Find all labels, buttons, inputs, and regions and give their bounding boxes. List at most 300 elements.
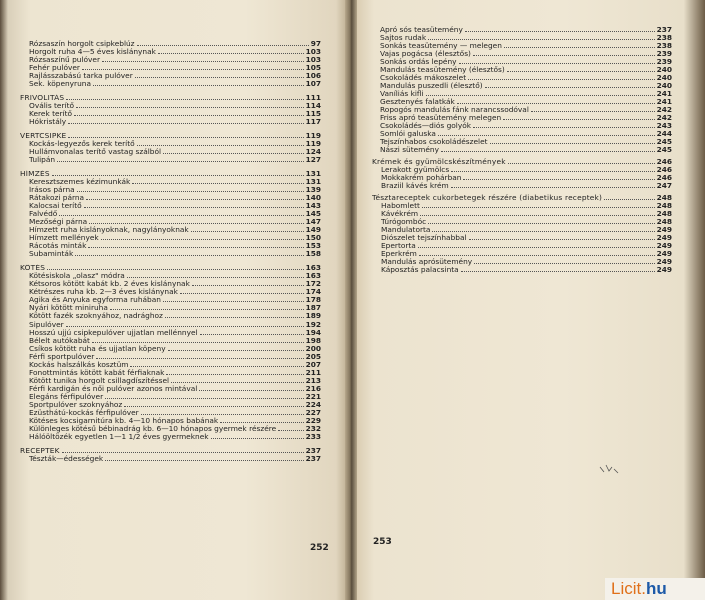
toc-entry <box>372 26 672 34</box>
toc-dot-leader <box>441 151 655 152</box>
toc-entry-page: 178 <box>305 296 321 305</box>
toc-entry-title: Falvédő <box>29 210 58 219</box>
toc-entry-title: Hullámvonalas terítő vastag szálból <box>29 148 162 157</box>
toc-dot-leader <box>105 460 303 461</box>
toc-entry-title: FRIVOLITÁS <box>20 94 65 103</box>
toc-entry <box>20 353 321 361</box>
toc-dot-leader <box>508 163 655 164</box>
toc-dot-leader <box>82 69 304 70</box>
toc-entry <box>20 226 321 234</box>
toc-entry-title: Különleges kötésű bébinadrág kb. 6—10 hónapos gyermek részére <box>29 424 277 433</box>
toc-entry-page: 248 <box>656 218 672 227</box>
toc-entry <box>20 234 321 242</box>
toc-entry-title: Hímzett ruha kislányoknak, nagylányoknak <box>29 226 189 235</box>
toc-entry-page: 240 <box>656 82 672 91</box>
toc-entry-page: 237 <box>305 454 321 463</box>
toc-entry <box>20 288 321 296</box>
toc-dot-leader <box>451 171 654 172</box>
toc-entry-page: 213 <box>305 376 321 385</box>
toc-entry-page: 246 <box>656 166 672 175</box>
toc-entry <box>372 226 672 234</box>
right-page-number: 253 <box>373 537 392 547</box>
toc-entry <box>372 182 672 190</box>
toc-section-heading <box>20 264 321 272</box>
toc-entry-title: Ezüsthátú-kockás férfipulóver <box>29 408 139 417</box>
toc-entry <box>372 266 672 274</box>
toc-entry-page: 119 <box>305 132 321 141</box>
toc-entry-page: 107 <box>305 80 321 89</box>
toc-entry <box>20 455 321 463</box>
toc-dot-leader <box>86 199 303 200</box>
toc-entry-page: 145 <box>305 210 321 219</box>
toc-entry-page: 239 <box>656 58 672 67</box>
toc-dot-leader <box>163 301 304 302</box>
toc-entry <box>20 80 321 88</box>
toc-entry-page: 194 <box>305 328 321 337</box>
toc-dot-leader <box>59 215 303 216</box>
toc-dot-leader <box>422 207 655 208</box>
toc-entry-title: Rózsaszín horgolt csipkeblúz <box>29 40 135 48</box>
toc-entry-title: Tészták—édességek <box>29 454 104 463</box>
toc-entry <box>372 58 672 66</box>
toc-entry-title: Lerakott gyümölcs <box>381 166 450 175</box>
toc-dot-leader <box>93 85 304 86</box>
toc-entry <box>372 34 672 42</box>
right-table-of-contents <box>372 26 672 274</box>
toc-dot-leader <box>135 77 304 78</box>
toc-entry-title: Bélelt autókabát <box>29 336 90 345</box>
toc-entry-page: 103 <box>305 48 321 57</box>
toc-section-heading <box>20 447 321 455</box>
toc-dot-leader <box>130 366 303 367</box>
toc-entry-page: 249 <box>656 250 672 259</box>
toc-dot-leader <box>180 293 304 294</box>
toc-dot-leader <box>127 277 304 278</box>
toc-dot-leader <box>199 390 303 391</box>
toc-entry-title: Hálóöltözék egyetlen 1—1 1/2 éves gyermeknek <box>29 432 209 441</box>
toc-entry <box>372 174 672 182</box>
toc-entry-page: 248 <box>656 202 672 211</box>
toc-dot-leader <box>473 127 655 128</box>
toc-entry-page: 242 <box>656 114 672 123</box>
toc-dot-leader <box>419 255 655 256</box>
toc-entry <box>20 72 321 80</box>
toc-entry-page: 211 <box>305 368 321 377</box>
toc-entry-page: 163 <box>305 272 321 281</box>
toc-entry-title: Keresztszemes kézimunkák <box>29 178 131 187</box>
toc-entry <box>372 166 672 174</box>
toc-dot-leader <box>62 452 304 453</box>
toc-entry-page: 241 <box>656 90 672 99</box>
toc-entry <box>20 280 321 288</box>
toc-entry <box>20 393 321 401</box>
toc-entry-page: 111 <box>305 94 321 103</box>
toc-entry-page: 248 <box>656 194 672 203</box>
toc-entry-title: Epertorta <box>381 242 416 251</box>
toc-entry-title: Rajlásszabású tarka pulóver <box>29 72 133 81</box>
toc-entry-page: 153 <box>305 242 321 251</box>
toc-dot-leader <box>418 247 655 248</box>
toc-entry-title: Kötésiskola „olasz" módra <box>29 272 125 281</box>
toc-entry <box>372 122 672 130</box>
toc-entry-page: 233 <box>305 432 321 441</box>
toc-entry <box>20 337 321 345</box>
toc-entry <box>372 98 672 106</box>
toc-entry-title: Kötéses kocsigarnitúra kb. 4—10 hónapos babának <box>29 416 219 425</box>
toc-entry <box>20 56 321 64</box>
toc-dot-leader <box>432 231 654 232</box>
toc-dot-leader <box>74 115 304 116</box>
toc-entry-title: Túrógombóc <box>381 218 427 227</box>
toc-entry <box>20 296 321 304</box>
toc-entry-title: HÍMZÉS <box>20 170 50 179</box>
toc-entry <box>20 242 321 250</box>
toc-entry-page: 246 <box>656 174 672 183</box>
toc-dot-leader <box>463 179 654 180</box>
toc-dot-leader <box>278 430 303 431</box>
toc-entry <box>372 42 672 50</box>
toc-dot-leader <box>76 107 304 108</box>
toc-entry-title: Somlói galuska <box>380 130 436 139</box>
toc-entry-page: 143 <box>305 202 321 211</box>
toc-entry <box>20 417 321 425</box>
toc-entry-page: 105 <box>305 64 321 73</box>
toc-entry-title: Kalocsai terítő <box>29 202 82 211</box>
toc-dot-leader <box>457 103 655 104</box>
toc-dot-leader <box>461 271 655 272</box>
toc-entry <box>372 50 672 58</box>
toc-entry-page: 240 <box>656 74 672 83</box>
toc-entry <box>20 110 321 118</box>
toc-entry-page: 243 <box>656 122 672 131</box>
toc-dot-leader <box>102 61 304 62</box>
toc-entry <box>372 218 672 226</box>
toc-entry-page: 131 <box>305 170 321 179</box>
toc-entry <box>372 66 672 74</box>
toc-entry-title: Vajas pogácsa (élesztős) <box>380 50 471 59</box>
toc-dot-leader <box>451 187 655 188</box>
toc-entry-title: Sajtos rudak <box>380 34 427 43</box>
toc-entry-page: 242 <box>656 106 672 115</box>
toc-entry-page: 221 <box>305 392 321 401</box>
toc-dot-leader <box>124 406 303 407</box>
toc-entry-page: 246 <box>656 158 672 167</box>
toc-entry-page: 150 <box>305 234 321 243</box>
toc-entry-page: 238 <box>656 42 672 51</box>
toc-entry <box>372 106 672 114</box>
toc-entry-page: 240 <box>656 66 672 75</box>
toc-entry <box>20 218 321 226</box>
toc-entry-title: Sek. köpenyruna <box>29 80 91 89</box>
toc-entry-page: 172 <box>305 280 321 289</box>
toc-dot-leader <box>68 137 303 138</box>
toc-entry <box>20 250 321 258</box>
toc-entry <box>372 130 672 138</box>
toc-entry-page: 249 <box>656 226 672 235</box>
toc-section-heading <box>372 194 672 202</box>
toc-entry <box>372 202 672 210</box>
toc-entry-title: KÖTÉS <box>20 264 46 273</box>
toc-entry-page: 97 <box>310 40 321 48</box>
toc-entry <box>372 242 672 250</box>
toc-entry-title: VERTCSIPKE <box>20 132 67 141</box>
toc-entry-title: Rácotás minták <box>29 242 87 251</box>
toc-entry-title: Kétsoros kötött kabát kb. 2 éves kislánynak <box>29 280 190 289</box>
toc-entry-title: Kockás-legyezős kerek terítő <box>29 140 135 149</box>
toc-dot-leader <box>88 247 303 248</box>
toc-dot-leader <box>110 309 304 310</box>
watermark-text-part1: Licit. <box>611 579 646 598</box>
toc-entry <box>372 234 672 242</box>
toc-section-heading <box>20 132 321 140</box>
toc-entry <box>20 361 321 369</box>
toc-entry-page: 158 <box>305 250 321 259</box>
toc-entry-title: Csokoládés—diós golyók <box>380 122 472 131</box>
toc-entry-title: Kötött fazék szoknyához, nadrághoz <box>29 312 163 321</box>
toc-entry-title: Sipulóver <box>29 320 64 329</box>
toc-entry-page: 103 <box>305 56 321 65</box>
toc-dot-leader <box>428 39 654 40</box>
toc-entry-title: Mandulás aprósütemény <box>381 258 473 267</box>
toc-entry <box>20 40 321 48</box>
toc-entry-page: 237 <box>656 26 672 34</box>
pencil-mark-icon <box>598 463 620 475</box>
toc-entry <box>372 74 672 82</box>
toc-entry-page: 140 <box>305 194 321 203</box>
toc-entry-title: Férfi kardigán és női pulóver azonos mintával <box>29 384 198 393</box>
toc-dot-leader <box>132 183 303 184</box>
toc-entry-page: 117 <box>305 118 321 127</box>
toc-entry <box>20 312 321 320</box>
toc-entry-page: 232 <box>305 424 321 433</box>
toc-entry-title: Kockás halszálkás kosztüm <box>29 360 129 369</box>
toc-dot-leader <box>469 239 655 240</box>
toc-entry <box>20 385 321 393</box>
toc-entry-page: 115 <box>305 110 321 119</box>
toc-entry-title: RECEPTEK <box>20 446 60 455</box>
toc-entry <box>20 102 321 110</box>
toc-entry-title: Csokoládés mákoszelet <box>380 74 467 83</box>
toc-entry-page: 106 <box>305 72 321 81</box>
toc-entry-title: Ovális terítő <box>29 102 74 111</box>
toc-entry-page: 187 <box>305 304 321 313</box>
toc-dot-leader <box>77 191 304 192</box>
toc-entry <box>372 250 672 258</box>
toc-entry-page: 131 <box>305 178 321 187</box>
toc-dot-leader <box>158 53 304 54</box>
toc-entry-title: Fonottmintás kötött kabát férfiaknak <box>29 368 165 377</box>
toc-dot-leader <box>438 135 655 136</box>
toc-entry-title: Rózsaszínű pulóver <box>29 56 100 65</box>
toc-entry-page: 139 <box>305 186 321 195</box>
toc-entry-title: Nászi sütemény <box>380 146 439 155</box>
toc-entry-title: Csíkos kötött ruha és ujjatlan köpeny <box>29 344 166 353</box>
toc-dot-leader <box>89 223 303 224</box>
toc-entry <box>372 90 672 98</box>
toc-entry <box>20 64 321 72</box>
toc-section-heading <box>20 94 321 102</box>
toc-entry-page: 239 <box>656 50 672 59</box>
watermark-badge[interactable] <box>605 578 705 600</box>
toc-entry-page: 127 <box>305 156 321 165</box>
toc-entry-title: Hókristály <box>29 118 67 127</box>
toc-entry-title: Mandulatorta <box>381 226 431 235</box>
left-table-of-contents <box>20 40 321 463</box>
toc-entry-page: 227 <box>305 408 321 417</box>
toc-entry-title: Krémek és gyümölcskészítmények <box>372 158 506 167</box>
toc-entry-page: 245 <box>656 146 672 155</box>
toc-dot-leader <box>504 47 655 48</box>
toc-entry-title: Mokkakrém pohárban <box>381 174 462 183</box>
toc-entry <box>372 146 672 154</box>
toc-entry-title: Mezőségi párna <box>29 218 88 227</box>
toc-entry <box>20 321 321 329</box>
toc-entry-page: 244 <box>656 130 672 139</box>
toc-dot-leader <box>84 207 304 208</box>
toc-entry <box>20 178 321 186</box>
toc-entry-page: 237 <box>305 446 321 455</box>
toc-dot-leader <box>191 231 304 232</box>
toc-entry-title: Káposztás palacsinta <box>381 266 459 275</box>
toc-entry-page: 149 <box>305 226 321 235</box>
toc-entry <box>20 377 321 385</box>
toc-entry-page: 207 <box>305 360 321 369</box>
toc-entry-title: Kötött tunika horgolt csillagdíszítéssel <box>29 376 170 385</box>
toc-dot-leader <box>75 255 303 256</box>
toc-entry-title: Tésztareceptek cukorbetegek részére (diabetikus receptek) <box>372 194 603 203</box>
toc-entry-page: 249 <box>656 242 672 251</box>
toc-entry-title: Rátakozi párna <box>29 194 85 203</box>
toc-dot-leader <box>101 239 304 240</box>
toc-dot-leader <box>426 95 655 96</box>
toc-dot-leader <box>137 45 309 46</box>
toc-entry-page: 245 <box>656 138 672 147</box>
toc-entry-title: Sonkás ordás lepény <box>380 58 457 67</box>
toc-entry <box>372 138 672 146</box>
toc-dot-leader <box>507 71 655 72</box>
toc-entry <box>20 202 321 210</box>
toc-dot-leader <box>473 55 655 56</box>
toc-dot-leader <box>192 285 304 286</box>
toc-entry-title: Elegáns férfipulóver <box>29 392 104 401</box>
toc-entry-page: 124 <box>305 148 321 157</box>
watermark-text-part2: hu <box>645 579 667 598</box>
toc-entry-title: Férfi sportpulóver <box>29 352 95 361</box>
toc-dot-leader <box>200 334 304 335</box>
toc-entry-page: 224 <box>305 400 321 409</box>
toc-entry-title: Fehér pulóver <box>29 64 80 73</box>
toc-dot-leader <box>220 422 303 423</box>
toc-entry <box>372 114 672 122</box>
toc-entry <box>20 210 321 218</box>
toc-entry-title: Hímzett mellények <box>29 234 99 243</box>
toc-dot-leader <box>420 215 654 216</box>
toc-dot-leader <box>459 63 655 64</box>
toc-dot-leader <box>141 414 304 415</box>
toc-section-heading <box>372 158 672 166</box>
toc-dot-leader <box>47 269 303 270</box>
toc-entry-page: 216 <box>305 384 321 393</box>
toc-dot-leader <box>503 119 654 120</box>
toc-entry-title: Sonkás teasütemény — melegen <box>380 42 502 51</box>
left-page-number: 252 <box>310 543 329 553</box>
toc-entry-title: Nyári kötött miniruha <box>29 304 108 313</box>
toc-dot-leader <box>165 317 304 318</box>
toc-entry <box>372 258 672 266</box>
toc-dot-leader <box>168 350 304 351</box>
toc-entry-page: 114 <box>305 102 321 111</box>
toc-entry <box>20 194 321 202</box>
toc-entry <box>20 369 321 377</box>
toc-entry <box>20 186 321 194</box>
toc-entry-title: Tulipán <box>29 156 56 165</box>
toc-entry-title: Agika és Anyuka egyforma ruhában <box>29 296 161 305</box>
toc-entry-title: Tejszínhabos csokoládészelet <box>380 138 488 147</box>
toc-entry-page: 198 <box>305 336 321 345</box>
toc-entry <box>20 304 321 312</box>
toc-dot-leader <box>490 143 655 144</box>
toc-entry-title: Horgolt ruha 4—5 éves kislánynak <box>29 48 156 57</box>
toc-dot-leader <box>604 199 654 200</box>
toc-entry-page: 247 <box>656 182 672 191</box>
toc-entry <box>372 210 672 218</box>
toc-entry-page: 241 <box>656 98 672 107</box>
toc-dot-leader <box>68 123 303 124</box>
toc-dot-leader <box>465 31 655 32</box>
toc-entry-title: Írásos párna <box>29 186 75 195</box>
toc-entry <box>20 148 321 156</box>
toc-entry <box>20 118 321 126</box>
toc-dot-leader <box>96 358 303 359</box>
toc-dot-leader <box>163 153 303 154</box>
toc-entry-page: 189 <box>305 312 321 321</box>
toc-entry-page: 163 <box>305 264 321 273</box>
toc-dot-leader <box>137 145 304 146</box>
toc-section-heading <box>20 170 321 178</box>
toc-entry-page: 174 <box>305 288 321 297</box>
toc-entry-page: 192 <box>305 320 321 329</box>
toc-entry-title: Kávékrém <box>381 210 419 219</box>
toc-entry-page: 119 <box>305 140 321 149</box>
toc-entry-page: 249 <box>656 258 672 267</box>
toc-entry-title: Mandulás puszedli (élesztő) <box>380 82 483 91</box>
toc-entry-page: 200 <box>305 344 321 353</box>
toc-entry-title: Sportpulóver szoknyához <box>29 400 123 409</box>
toc-dot-leader <box>171 382 303 383</box>
toc-entry <box>20 48 321 56</box>
toc-entry-page: 249 <box>656 234 672 243</box>
toc-entry-page: 238 <box>656 34 672 43</box>
toc-entry-title: Hosszú ujjú csipkepulóver ujjatlan mellénnyel <box>29 328 198 337</box>
toc-entry-page: 147 <box>305 218 321 227</box>
toc-entry <box>20 329 321 337</box>
toc-entry <box>20 156 321 164</box>
toc-entry-page: 229 <box>305 416 321 425</box>
toc-entry-title: Gesztenyés falatkák <box>380 98 455 107</box>
toc-entry <box>20 401 321 409</box>
toc-entry-title: Friss apró teasütemény melegen <box>380 114 502 123</box>
toc-dot-leader <box>211 438 304 439</box>
toc-dot-leader <box>92 342 304 343</box>
toc-entry-title: Eperkrém <box>381 250 417 259</box>
toc-entry-title: Diószelet tejszínhabbal <box>381 234 467 243</box>
toc-entry-title: Vaníliás kifli <box>380 90 424 99</box>
toc-dot-leader <box>105 398 303 399</box>
toc-entry-title: Apró sós teasütemény <box>380 26 463 34</box>
toc-entry <box>20 140 321 148</box>
toc-entry-page: 205 <box>305 352 321 361</box>
toc-entry-title: Subaminták <box>29 250 74 259</box>
